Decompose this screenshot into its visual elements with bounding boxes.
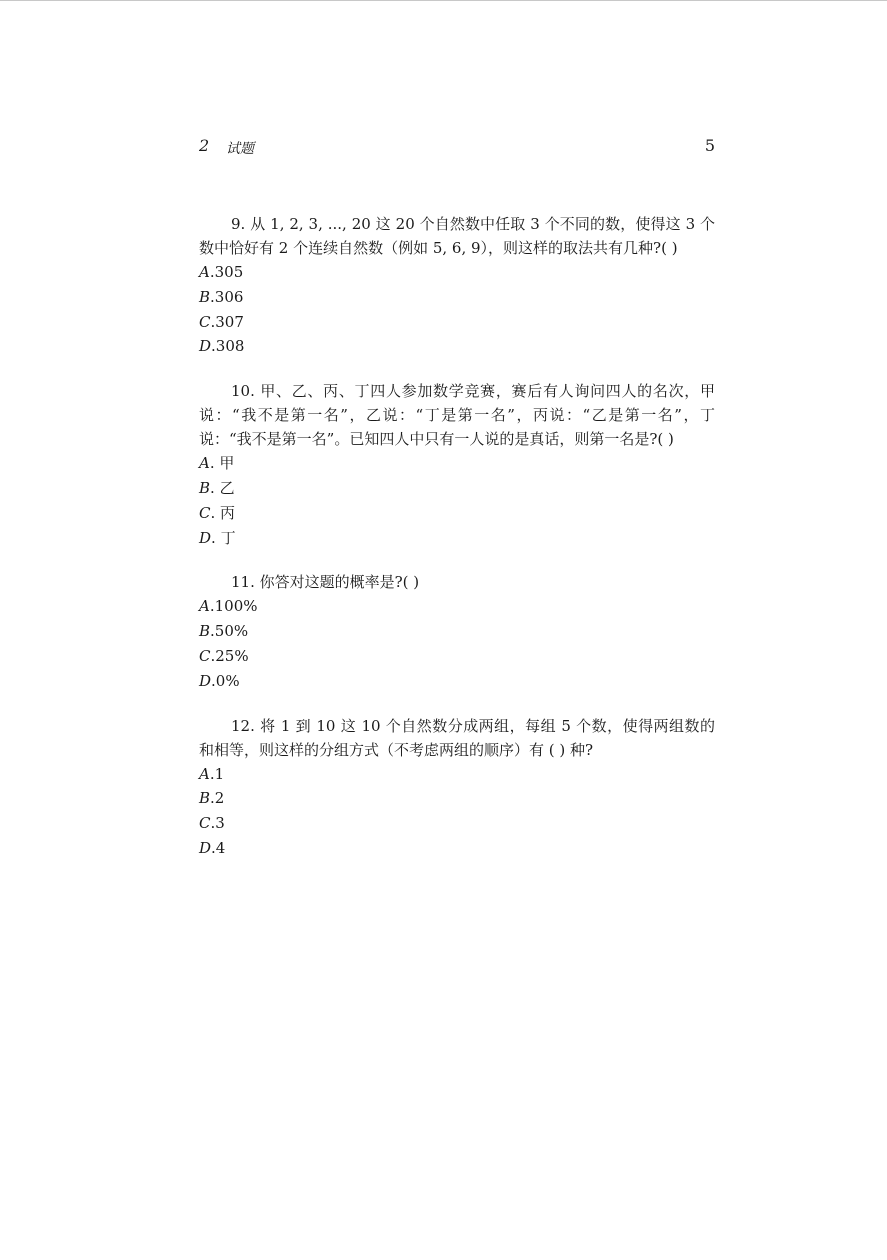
question-9: [199, 212, 715, 359]
option-d: [199, 669, 715, 694]
option-letter: B: [199, 622, 211, 641]
option-letter: A: [199, 263, 210, 281]
option-letter: B: [199, 789, 211, 808]
option-letter: A: [199, 597, 210, 616]
top-border-line: [0, 0, 887, 1]
option-b: [199, 786, 715, 811]
question-stem: 11. 你答对这题的概率是?( ): [231, 573, 420, 592]
question-stem: 9. 从 1, 2, 3, ..., 20 这 20 个自然数中任取 3 个不同的数，使得这 3 个数中恰好有 2 个连续自然数（例如 5, 6, 9），则这样的取法共有几种?( ): [199, 215, 715, 257]
option-c: [199, 310, 715, 335]
option-letter: D: [199, 528, 212, 547]
option-b: [199, 476, 715, 501]
option-text: .305: [209, 263, 244, 281]
option-c: [199, 644, 715, 669]
option-text: . 丁: [211, 528, 236, 547]
option-text: .0%: [211, 671, 240, 690]
option-letter: C: [199, 503, 211, 522]
option-text: .307: [210, 312, 244, 331]
option-b: [199, 619, 715, 644]
question-11: [199, 570, 715, 693]
question-12: [199, 714, 715, 861]
option-d: [199, 334, 715, 359]
option-c: [199, 811, 715, 836]
chapter-number: 2: [199, 136, 210, 155]
option-text: . 丙: [210, 503, 236, 522]
option-letter: C: [199, 814, 211, 833]
option-a: [199, 451, 715, 476]
option-a: [199, 762, 715, 787]
option-text: . 甲: [209, 454, 235, 473]
option-a: [199, 260, 715, 285]
option-c: [199, 501, 715, 526]
option-a: [199, 594, 715, 619]
option-text: .25%: [210, 646, 249, 665]
page-number: 5: [704, 136, 715, 155]
option-text: .100%: [209, 597, 258, 616]
question-10: [199, 379, 715, 550]
question-stem: 12. 将 1 到 10 这 10 个自然数分成两组，每组 5 个数，使得两组数的和相等，则这样的分组方式（不考虑两组的顺序）有 ( ) 种?: [199, 716, 715, 759]
option-text: .306: [210, 287, 244, 306]
question-list: [199, 212, 715, 881]
option-text: .3: [210, 814, 225, 833]
option-letter: C: [199, 312, 211, 331]
option-text: . 乙: [210, 478, 235, 497]
option-letter: D: [199, 838, 212, 857]
option-b: [199, 285, 715, 310]
running-header: [199, 130, 715, 160]
option-letter: B: [199, 478, 211, 497]
option-text: .4: [211, 838, 226, 857]
chapter-title: 试题: [226, 141, 254, 157]
option-letter: D: [199, 337, 212, 356]
option-d: [199, 526, 715, 551]
option-letter: A: [199, 454, 210, 473]
option-letter: C: [199, 646, 211, 665]
question-stem: 10. 甲、乙、丙、丁四人参加数学竞赛，赛后有人询问四人的名次，甲说：“我不是第一名”，乙说：“丁是第一名”，丙说：“乙是第一名”，丁说：“我不是第一名”。已知四人中只有一人说的是真话，则第一名是?( ): [199, 382, 715, 449]
option-d: [199, 836, 715, 861]
option-text: .50%: [210, 622, 249, 641]
option-text: .308: [211, 337, 245, 356]
option-letter: A: [199, 764, 210, 783]
option-letter: B: [199, 287, 211, 306]
document-page: [199, 130, 715, 857]
option-letter: D: [199, 671, 212, 690]
option-text: .1: [209, 764, 225, 783]
option-text: .2: [210, 789, 225, 808]
